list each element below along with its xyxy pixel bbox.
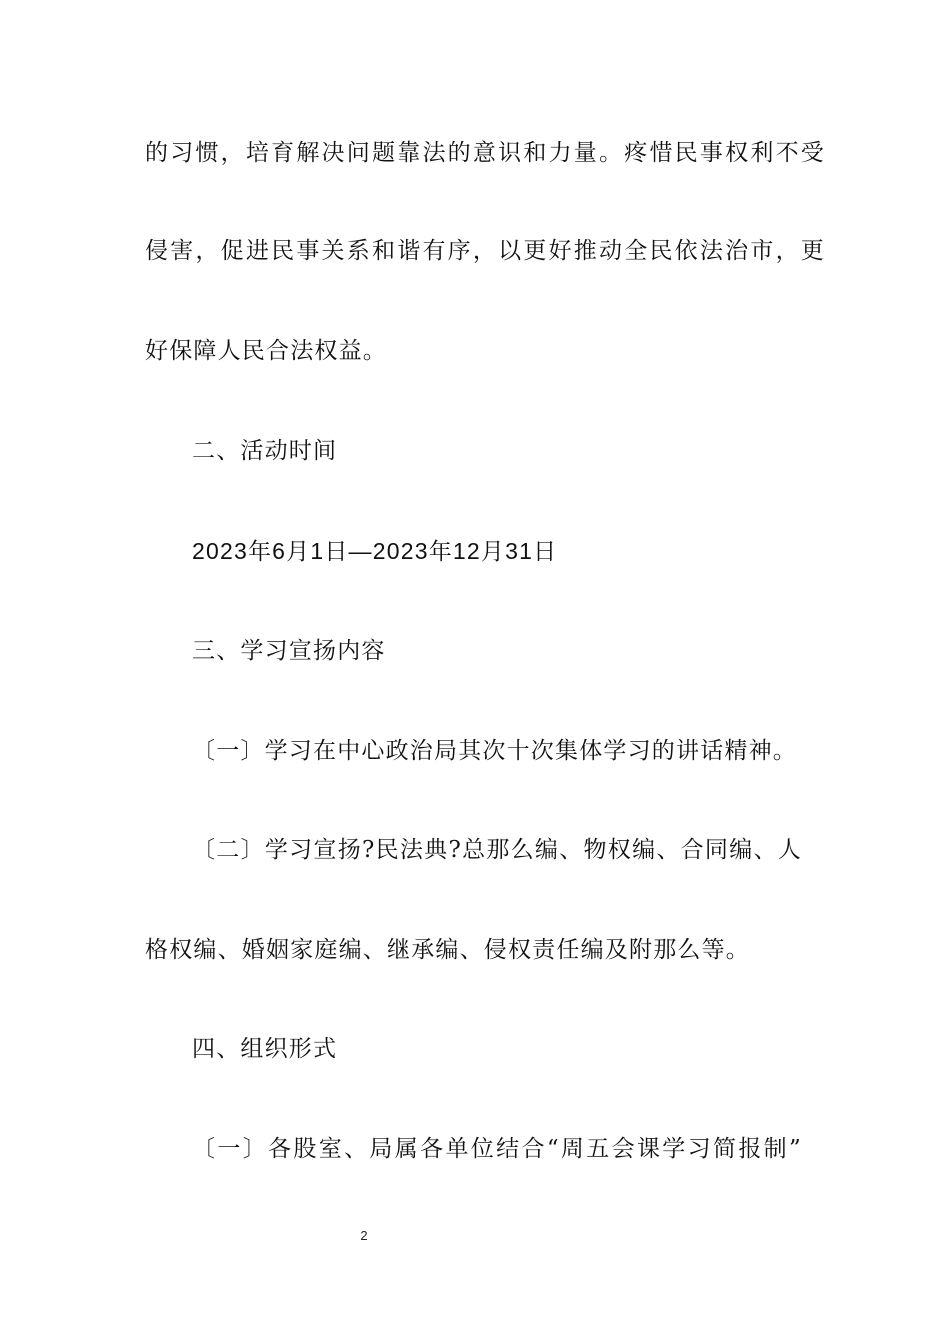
page-number: 2 (360, 1228, 368, 1243)
list-item-2-line-2: 格权编、婚姻家庭编、继承编、侵权责任编及附那么等。 (145, 937, 750, 963)
section-heading-study-content: 三、学习宣扬内容 (192, 638, 386, 664)
section-heading-activity-time: 二、活动时间 (192, 438, 338, 464)
organization-item-1: 〔一〕各股室、局属各单位结合“周五会课学习简报制” (192, 1136, 802, 1162)
list-item-1: 〔一〕学习在中心政治局其次十次集体学习的讲话精神。 (192, 738, 797, 764)
paragraph-line-2: 侵害，促进民事关系和谐有序，以更好推动全民依法治市，更 (145, 238, 825, 264)
section-heading-organization-form: 四、组织形式 (192, 1036, 338, 1062)
list-item-2-line-1: 〔二〕学习宣扬?民法典?总那么编、物权编、合同编、人 (192, 837, 802, 863)
paragraph-line-1: 的习惯，培育解决问题靠法的意识和力量。疼惜民事权利不受 (145, 140, 825, 166)
activity-date-range: 2023年6月1日—2023年12月31日 (192, 538, 558, 564)
paragraph-line-3: 好保障人民合法权益。 (145, 338, 387, 364)
